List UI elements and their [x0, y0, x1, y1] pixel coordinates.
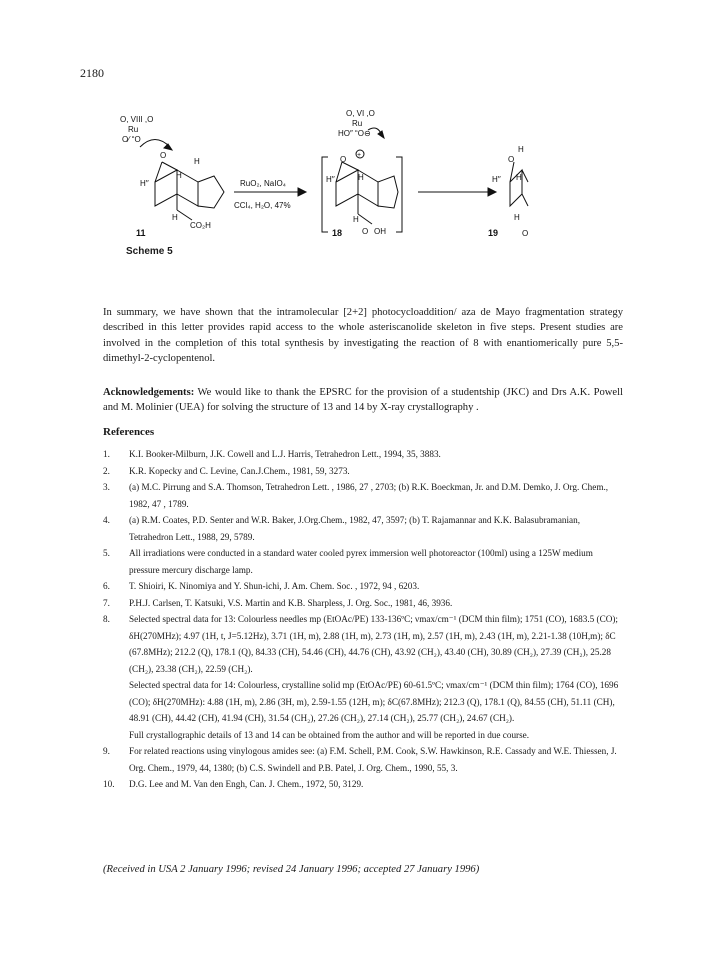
compound-18-label: 18 — [332, 228, 343, 238]
hm-18: H′′ — [326, 175, 335, 184]
scheme-label: Scheme 5 — [126, 246, 173, 257]
compound-11-label: 11 — [136, 228, 146, 238]
reagent-bottom: CCl₄, H₂O, 47% — [234, 201, 291, 210]
summary-paragraph: In summary, we have shown that the intramolecular [2+2] photocycloaddition/ aza de Mayo fragmentation strategy described in this letter provides rapid access to the whole asteriscanolide skeleton in five steps. Present studies are involved in the completion of this total synthesis by investigating the reaction of 8 with enantiomerically pure 5,5-dimethyl-2-cyclopentenol. — [103, 306, 623, 365]
reference-text: (a) R.M. Coates, P.D. Senter and W.R. Baker, J.Org.Chem., 1982, 47, 3597; (b) T. Rajamannar and K.K. Balasubramanian, Tetrahedron Lett., 1988, 29, 5789. — [129, 515, 581, 542]
hm-11: H′′ — [140, 179, 149, 188]
reference-number: 8. — [103, 614, 110, 624]
atom-o-19b: O — [522, 229, 529, 238]
atom-h-19: H — [518, 145, 524, 154]
atom-o-18b: O — [362, 227, 369, 236]
reference-number: 10. — [103, 779, 115, 789]
reference-number: 6. — [103, 581, 110, 591]
reference-item — [103, 611, 623, 743]
reference-item — [103, 595, 623, 612]
acknowledgements-paragraph — [103, 385, 623, 416]
product-19-structure — [510, 162, 528, 206]
acknowledgements-heading: Acknowledgements: — [103, 386, 195, 398]
reference-text: T. Shioiri, K. Ninomiya and Y. Shun-ichi, J. Am. Chem. Soc. , 1972, 94 , 6203. — [129, 581, 420, 591]
reference-text: Selected spectral data for 13: Colourless needles mp (EtOAc/PE) 133-136ºC; νmax/cm⁻¹ (DCM thin film); 1751 (CO), 1683.5 (CO); δH(270MHz); 4.97 (1H, t, J=5.12Hz), 3.71 (1H, m), 2.88 (1H, m), 2.73 (1H, m), 2.57 (1H, m), 2.43 (1H, m), 2.21-1.38 (10H,m); δC (67.8MHz); 212.2 (Q), 178.1 (Q), 84.33 (CH), 54.46 (CH), 44.76 (CH), 43.92 (CH₂), 43.40 (CH), 30.89 (CH₂), 27.39 (CH₂), 25.28 (CH₂), 23.38 (CH₂), 22.59 (CH₂). — [129, 614, 618, 674]
reference-item — [103, 446, 623, 463]
atom-h-18b: H — [353, 215, 359, 224]
reference-number: 3. — [103, 482, 110, 492]
atom-h-19b: H — [516, 173, 522, 182]
atom-o-11: O — [160, 151, 167, 160]
reaction-scheme — [110, 102, 530, 252]
reference-text: P.H.J. Carlsen, T. Katsuki, V.S. Martin and K.B. Sharpless, J. Org. Soc., 1981, 46, 3936. — [129, 597, 453, 608]
oxonium-plus: + — [357, 152, 362, 159]
atom-o-18: O — [340, 155, 347, 164]
reference-item — [103, 512, 623, 545]
reference-text: Selected spectral data for 14: Colourless, crystalline solid mp (EtOAc/PE) 60-61.5ºC; νmax/cm⁻¹ (DCM thin film); 1764 (CO), 1696 (CO); δH(270MHz): 4.88 (1H, m), 2.86 (3H, m), 2.59-1.55 (12H, m); δC(67.8MHz); 212.3 (Q), 178.1 (Q), 84.55 (CH), 51.11 (CH), 48.91 (CH), 44.42 (CH), 41.94 (CH), 31.54 (CH₂), 27.26 (CH₂), 27.14 (CH₂), 25.77 (CH₂), 24.67 (CH₂). — [129, 680, 619, 723]
ru8-ru: Ru — [128, 125, 139, 134]
ru6-ru: Ru — [352, 119, 363, 128]
compound-19-label: 19 — [488, 228, 499, 238]
reference-item — [103, 545, 623, 578]
co2h-11: CO₂H — [190, 221, 211, 230]
page-number: 2180 — [80, 66, 104, 80]
reference-number: 4. — [103, 515, 110, 525]
atom-o-19: O — [508, 155, 515, 164]
ru8-top: O, VIII ,O — [120, 115, 154, 124]
references-heading: References — [103, 426, 155, 438]
ru8-bottom: O⁄ “O — [122, 135, 141, 144]
received-dates: (Received in USA 2 January 1996; revised 24 January 1996; accepted 27 January 1996) — [103, 864, 480, 875]
references-list — [103, 446, 623, 793]
atom-h-11: H — [194, 157, 200, 166]
reference-text: All irradiations were conducted in a standard water cooled pyrex immersion well photoreactor (100ml) using a 125W medium pressure mercury discharge lamp. — [129, 548, 593, 575]
reference-item — [103, 463, 623, 480]
reference-number: 9. — [103, 746, 110, 756]
atom-h-11c: H — [172, 213, 178, 222]
reference-text: K.R. Kopecky and C. Levine, Can.J.Chem., 1981, 59, 3273. — [129, 465, 350, 476]
reference-number: 2. — [103, 465, 110, 476]
oh-18: OH — [374, 227, 386, 236]
reference-item — [103, 578, 623, 595]
acknowledgements-text: We would like to thank the EPSRC for the provision of a studentship (JKC) and Drs A.K. Powell and M. Molinier (UEA) for solving the structure of 13 and 14 by X-ray crystallography . — [103, 386, 623, 414]
hm-19: H′′ — [492, 175, 501, 184]
reference-number: 5. — [103, 548, 110, 558]
atom-h-11b: H — [176, 171, 182, 180]
reference-number: 1. — [103, 449, 110, 459]
reference-text: K.I. Booker-Milburn, J.K. Cowell and L.J. Harris, Tetrahedron Lett., 1994, 35, 3883. — [129, 449, 441, 459]
reference-item — [103, 776, 623, 793]
compound-11-structure — [140, 140, 224, 221]
reference-number: 7. — [103, 597, 110, 608]
reference-item — [103, 479, 623, 512]
reference-text: For related reactions using vinylogous amides see: (a) F.M. Schell, P.M. Cook, S.W. Hawkinson, R.E. Cassady and W.E. Thiessen, J. Org. Chem., 1979, 44, 1380; (b) C.S. Swindell and P.B. Patel, J. Org. Chem., 1990, 55, 3. — [129, 746, 617, 773]
ru6-bottom: HO″ “O⊖ — [338, 129, 371, 138]
atom-h-18: H — [358, 173, 364, 182]
reference-text: D.G. Lee and M. Van den Engh, Can. J. Chem., 1972, 50, 3129. — [129, 779, 364, 789]
atom-h-19c: H — [514, 213, 520, 222]
ru6-top: O, VI ,O — [346, 109, 375, 118]
reference-text: (a) M.C. Pirrung and S.A. Thomson, Tetrahedron Lett. , 1986, 27 , 2703; (b) R.K. Boeckman, Jr. and D.M. Demko, J. Org. Chem., 1982, 47 , 1789. — [129, 482, 609, 509]
reference-text: Full crystallographic details of 13 and 14 can be obtained from the author and will be reported in due course. — [129, 729, 530, 740]
reagent-top: RuO₂, NaIO₄ — [240, 179, 286, 188]
reference-item — [103, 743, 623, 776]
